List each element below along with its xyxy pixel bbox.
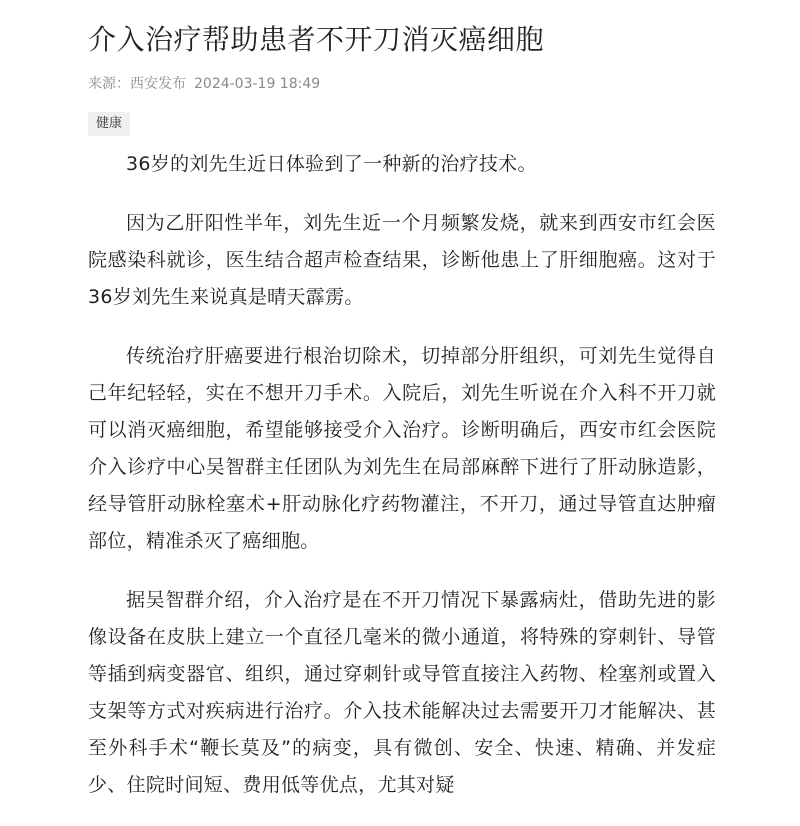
article-paragraph: 传统治疗肝癌要进行根治切除术，切掉部分肝组织，可刘先生觉得自己年纪轻轻，实在不想开刀手术。入院后，刘先生听说在介入科不开刀就可以消灭癌细胞，希望能够接受介入治疗。诊断明确后，西安市红会医院介入诊疗中心吴智群主任团队为刘先生在局部麻醉下进行了肝动脉造影，经导管肝动脉栓塞术+肝动脉化疗药物灌注，不开刀，通过导管直达肿瘤部位，精准杀灭了癌细胞。 bbox=[88, 345, 716, 552]
category-tag[interactable]: 健康 bbox=[88, 112, 130, 136]
article-source: 来源：西安发布 bbox=[88, 76, 186, 92]
article-body bbox=[88, 146, 716, 826]
article-title: 介入治疗帮助患者不开刀消灭癌细胞 bbox=[88, 23, 545, 56]
article-paragraph: 36岁的刘先生近日体验到了一种新的治疗技术。 bbox=[126, 153, 537, 175]
article-timestamp: 2024-03-19 18:49 bbox=[194, 76, 321, 92]
article-paragraph: 因为乙肝阳性半年，刘先生近一个月频繁发烧，就来到西安市红会医院感染科就诊，医生结合超声检查结果，诊断他患上了肝细胞癌。这对于36岁刘先生来说真是晴天霹雳。 bbox=[88, 212, 716, 308]
article-paragraph: 据吴智群介绍，介入治疗是在不开刀情况下暴露病灶，借助先进的影像设备在皮肤上建立一个直径几毫米的微小通道，将特殊的穿刺针、导管等插到病变器官、组织，通过穿刺针或导管直接注入药物、栓塞剂或置入支架等方式对疾病进行治疗。介入技术能解决过去需要开刀才能解决、甚至外科手术“鞭长莫及”的病变，具有微创、安全、快速、精确、并发症少、住院时间短、费用低等优点，尤其对疑 bbox=[88, 589, 716, 796]
article-meta bbox=[88, 74, 320, 94]
